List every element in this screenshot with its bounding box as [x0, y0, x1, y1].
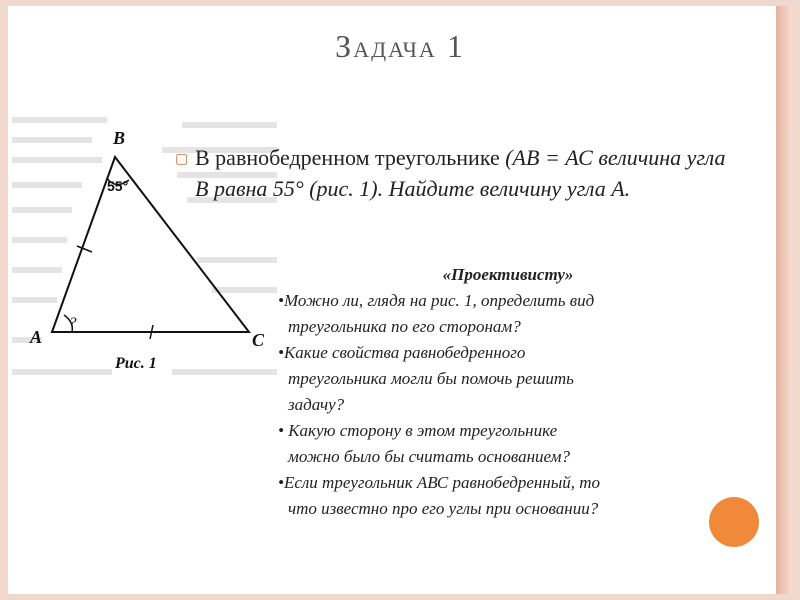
question-item	[278, 470, 738, 522]
problem-statement	[195, 142, 735, 204]
projectivist-heading: «Проективисту»	[442, 265, 574, 284]
question-line: •Можно ли, глядя на рис. 1, определить вид	[278, 291, 595, 310]
tick-ab	[77, 246, 92, 252]
square-bullet-icon: ▢	[175, 152, 189, 167]
vertex-b-label: B	[113, 128, 126, 148]
angle-b-label: 55°	[107, 178, 129, 194]
question-item	[278, 340, 738, 418]
question-line: задачу?	[288, 395, 345, 414]
question-line: треугольника по его сторонам?	[288, 317, 521, 336]
question-item	[278, 288, 738, 340]
question-line: • Какую сторону в этом треугольнике	[278, 421, 558, 440]
slide-title: Задача 1	[335, 28, 465, 64]
figure-caption: Рис. 1	[115, 355, 157, 372]
question-line: можно было бы считать основанием?	[288, 447, 570, 466]
question-item	[278, 418, 738, 470]
problem-text-italic: (АВ = АС величина угла В равна 55° (рис. 1). Найдите величину угла А.	[195, 145, 726, 201]
vertex-a-label: A	[30, 327, 43, 347]
question-line: •Какие свойства равнобедренного	[278, 343, 526, 362]
problem-text-regular: В равнобедренном треугольнике	[195, 145, 506, 170]
question-line: •Если треугольник АВС равнобедренный, то	[278, 473, 601, 492]
decorative-orange-circle	[709, 497, 759, 547]
projectivist-block	[278, 262, 738, 522]
angle-a-label: ?	[69, 315, 77, 331]
vertex-c-label: C	[252, 330, 265, 350]
question-line: треугольника могли бы помочь решить	[288, 369, 574, 388]
decorative-stripe	[776, 6, 792, 594]
question-line: что известно про его углы при основании?	[288, 499, 599, 518]
